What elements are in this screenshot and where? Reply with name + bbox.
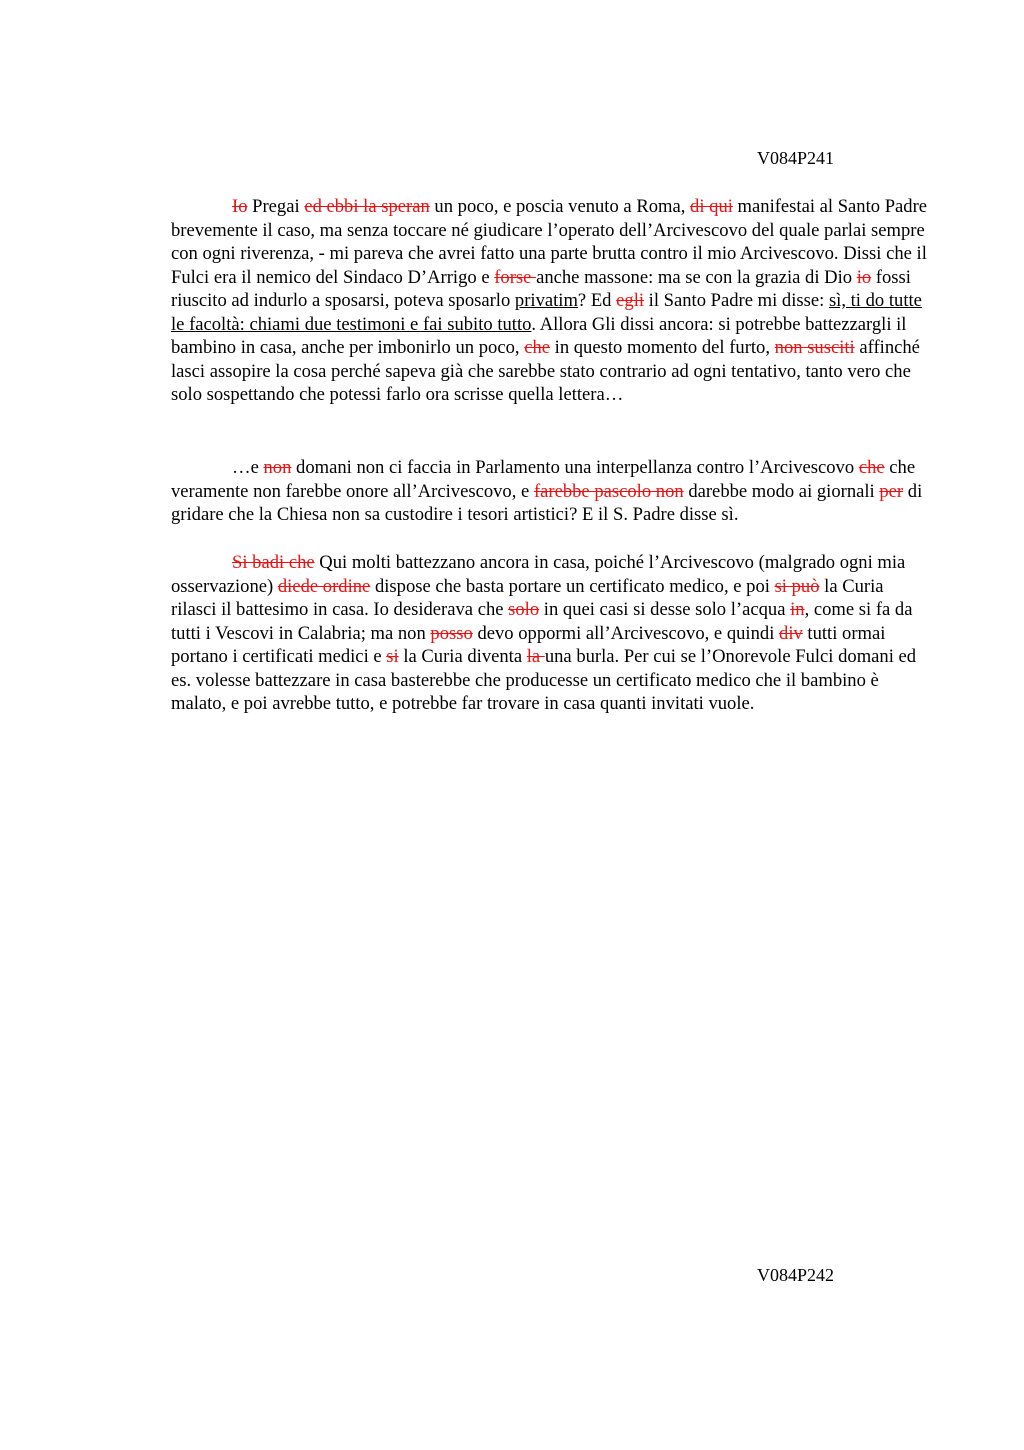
paragraph-3 xyxy=(171,551,931,716)
text-run: la Curia diventa xyxy=(398,646,527,667)
deleted-text: si xyxy=(386,646,399,667)
text-run: un poco, e poscia venuto a Roma, xyxy=(429,196,691,217)
text-run: domani non ci faccia in Parlamento una interpellanza contro l’Arcivescovo xyxy=(291,457,859,478)
text-run: devo oppormi all’Arcivescovo, e quindi xyxy=(472,622,780,644)
deleted-text: farebbe pascolo non xyxy=(533,480,684,502)
text-run: una burla. Per cui se l’Onorevole Fulci domani ed es. volesse battezzare in casa basterebbe che producesse un certificato medico che il bambino è malato, e poi avrebbe tutto, e potrebbe far trovare in casa quanti invitati vuole. xyxy=(171,646,917,714)
deleted-text: posso xyxy=(430,622,473,644)
text-run: in questo momento del furto, xyxy=(550,337,775,358)
text-run: il Santo Padre mi disse: xyxy=(644,290,829,311)
text-run: …e xyxy=(232,457,264,478)
deleted-text: div xyxy=(779,622,803,644)
text-run: in quei casi si desse solo l’acqua xyxy=(539,599,791,620)
paragraph-1 xyxy=(171,195,931,407)
page-code-footer: V084P242 xyxy=(757,1265,835,1285)
text-run: manifestai al Santo Padre brevemente il caso, ma senza toccare né giudicare l’operato dell’Arcivescovo del quale parlai sempre con ogni riverenza, - mi pareva che avrei fatto una parte brutta contro il mio Arcivescovo. Dissi che il Fulci era il nemico del Sindaco D’Arrigo e xyxy=(171,196,928,288)
deleted-text: forse xyxy=(494,266,537,288)
deleted-text: io xyxy=(856,266,872,288)
text-run: fossi riuscito ad indurlo a sposarsi, poteva sposarlo xyxy=(171,266,911,311)
text-run: la Curia rilasci il battesimo in casa. Io desiderava che xyxy=(171,575,884,620)
deleted-text: non xyxy=(263,457,292,478)
text-run: affinché lasci assopire la cosa perché sapeva già che sarebbe stato contrario ad ogni tentativo, tanto vero che solo sospettando che potessi farlo ora scrisse quella lettera… xyxy=(171,337,920,405)
deleted-text: egli xyxy=(616,290,645,311)
deleted-text: che xyxy=(858,457,885,478)
paragraph-2 xyxy=(171,456,931,527)
text-run: di gridare che la Chiesa non sa custodire i tesori artistici? E il S. Padre disse sì. xyxy=(171,480,923,525)
text-run: tutti ormai portano i certificati medici e xyxy=(171,622,886,667)
text-run: dispose che basta portare un certificato medico, e poi xyxy=(370,575,775,597)
underlined-text: sì, ti do tutte le facoltà: chiami due testimoni e fai subito tutto xyxy=(171,290,922,335)
deleted-text: che xyxy=(524,337,550,358)
deleted-text: diede ordine xyxy=(277,575,371,597)
text-run: anche massone: ma se con la grazia di Dio xyxy=(536,266,857,288)
text-run: . Allora Gli dissi ancora: si potrebbe battezzargli il bambino in casa, anche per imbonirlo un poco, xyxy=(171,313,907,358)
text-run: darebbe modo ai giornali xyxy=(683,480,880,502)
deleted-text: in xyxy=(790,599,805,620)
deleted-text: Si badi che xyxy=(232,552,315,573)
deleted-text: ed ebbi la speran xyxy=(304,196,430,217)
deleted-text: solo xyxy=(508,599,540,620)
deleted-text: di qui xyxy=(690,196,733,217)
text-run: Pregai xyxy=(247,196,305,217)
page-code-header: V084P241 xyxy=(757,148,835,168)
deleted-text: non susciti xyxy=(774,337,855,358)
deleted-text: per xyxy=(879,480,904,502)
text-run: Qui molti battezzano ancora in casa, poiché l’Arcivescovo (malgrado ogni mia osservazione) xyxy=(171,552,906,597)
text-run: che veramente non farebbe onore all’Arcivescovo, e xyxy=(171,457,916,502)
text-run: , come si fa da tutti i Vescovi in Calabria; ma non xyxy=(171,599,913,644)
deleted-text: Io xyxy=(232,196,248,217)
underlined-text: privatim xyxy=(514,290,578,311)
deleted-text: si può xyxy=(774,575,820,597)
deleted-text: la xyxy=(526,646,545,667)
text-run: ? Ed xyxy=(577,290,617,311)
